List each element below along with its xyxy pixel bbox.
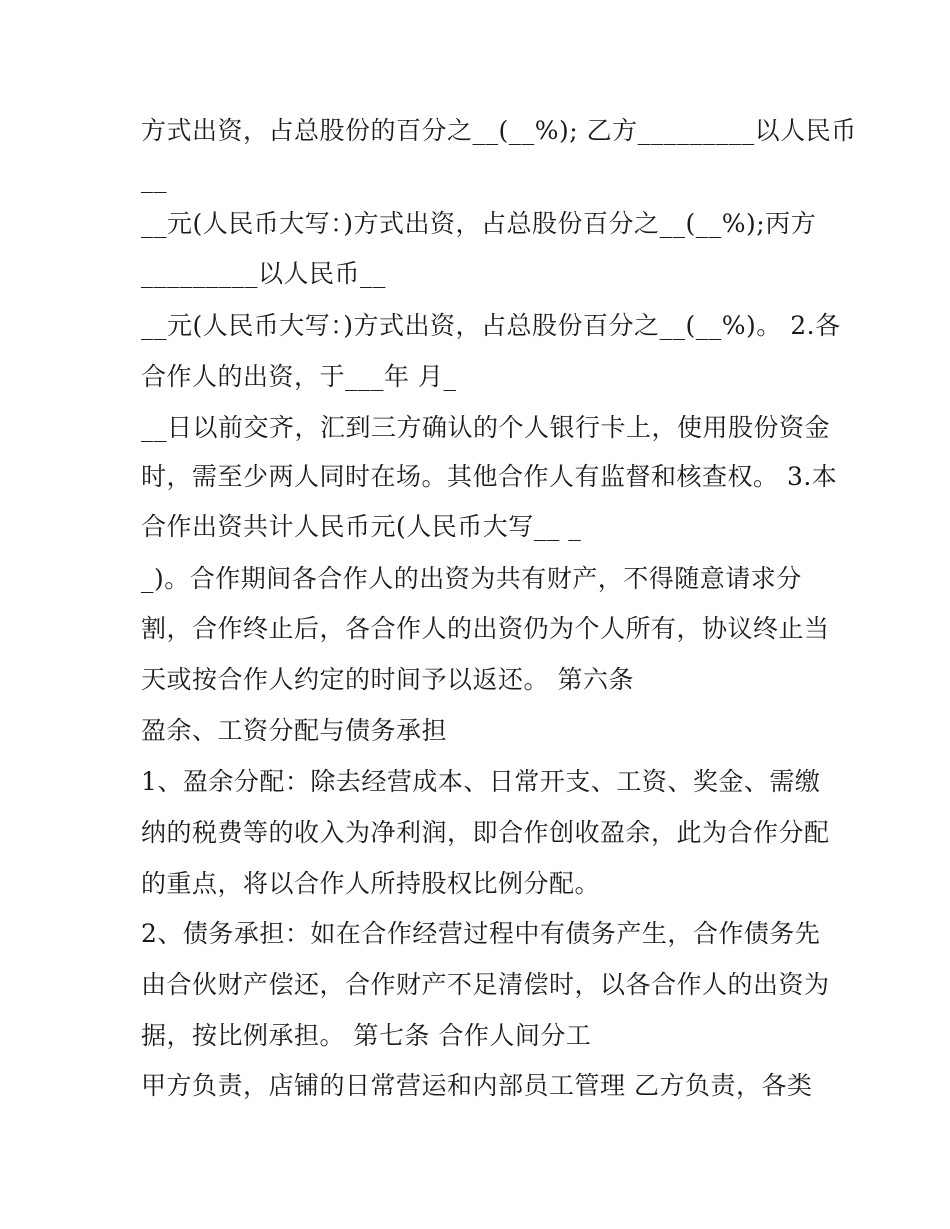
text-line: 的重点，将以合作人所持股权比例分配。: [141, 869, 601, 898]
text-line: 甲方负责，店铺的日常营运和内部员工管理 乙方负责，各类: [141, 1071, 813, 1100]
text-line: 合作出资共计人民币元(人民币大写__ _: [141, 512, 582, 541]
text-line: 由合伙财产偿还，合作财产不足清偿时，以各合作人的出资为: [141, 970, 830, 999]
text-line: 2、债务承担：如在合作经营过程中有债务产生，合作债务先: [141, 919, 821, 948]
text-line: 纳的税费等的收入为净利润，即合作创收盈余，此为合作分配: [141, 818, 830, 847]
text-line: 天或按合作人约定的时间予以返还。 第六条: [141, 665, 634, 694]
text-line: __: [141, 164, 167, 193]
section-heading: 盈余、工资分配与债务承担: [141, 716, 448, 745]
text-line: 1、盈余分配：除去经营成本、日常开支、工资、奖金、需缴: [141, 767, 821, 796]
text-line: 合作人的出资，于___年 月_: [141, 362, 457, 391]
text-line: _________以人民币__: [141, 259, 387, 288]
text-line: _)。合作期间各合作人的出资为共有财产，不得随意请求分: [141, 564, 802, 593]
text-line: 割，合作终止后，各合作人的出资仍为个人所有，协议终止当: [141, 614, 830, 643]
text-line: __元(人民币大写：)方式出资，占总股份百分之__(__%);丙方: [141, 209, 817, 238]
text-line: 时，需至少两人同时在场。其他合作人有监督和核查权。 3.本: [141, 462, 838, 491]
text-line: __日以前交齐，汇到三方确认的个人银行卡上，使用股份资金: [141, 413, 831, 442]
text-line: __元(人民币大写：)方式出资，占总股份百分之__(__%)。 2.各: [141, 311, 841, 340]
text-line: 方式出资，占总股份的百分之__(__%); 乙方_________以人民币: [141, 116, 857, 145]
text-line: 据，按比例承担。 第七条 合作人间分工: [141, 1021, 592, 1050]
